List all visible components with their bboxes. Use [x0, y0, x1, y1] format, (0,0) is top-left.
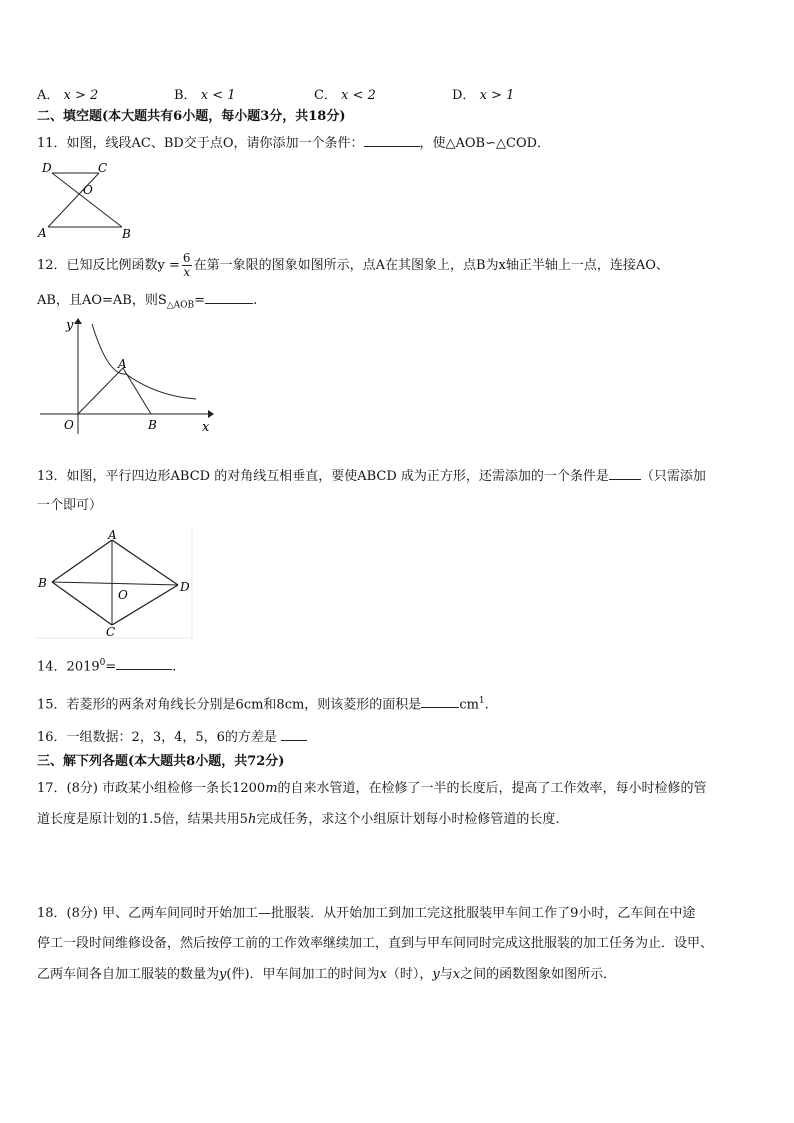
label-b: B [148, 418, 157, 432]
choice-b: B． x < 1 [174, 88, 236, 103]
label-a: A [108, 530, 117, 542]
choice-c: C． x < 2 [314, 88, 376, 103]
axis-label-y: y [66, 318, 74, 333]
question-11: 11．如图，线段AC、BD交于点O，请你添加一个条件： ，使△AOB∽△COD． [37, 136, 551, 151]
label-b: B [38, 576, 47, 590]
question-13-line-2: 一个即可） [37, 498, 103, 513]
section-2-title: 二、填空题(本大题共有6小题，每小题3分，共18分) [37, 109, 346, 124]
section-3-title: 三、解下列各题(本大题共8小题，共72分) [37, 754, 285, 769]
label-d: D [42, 161, 52, 175]
label-c: C [98, 161, 108, 175]
question-13: 13．如图，平行四边形ABCD 的对角线互相垂直，要使ABCD 成为正方形，还需添加的一个条件是 （只需添加 [37, 469, 706, 484]
answer-blank [421, 695, 459, 708]
question-17: 17．(8分) 市政某小组检修一条长1200m的自来水管道，在检修了一半的长度后，提高了工作效率，每小时检修的管 [37, 781, 707, 796]
label-b: B [122, 227, 131, 240]
label-o: O [118, 588, 128, 602]
question-12-line-2: AB，且AO=AB，则$S_{\triangle AOB}=$ . [37, 293, 258, 311]
fraction-6-over-x: $\frac{6}{x}$ [182, 251, 191, 279]
answer-blank [609, 467, 641, 480]
answer-blank [364, 134, 420, 147]
label-o: O [64, 418, 74, 432]
label-d: D [180, 580, 190, 594]
answer-blank [116, 657, 172, 670]
question-18-line-3: 乙两车间各自加工服装的数量为y(件)．甲车间加工的时间为x（时），y与x之间的函数图象如图所示． [37, 967, 617, 982]
figure-12 [36, 316, 216, 438]
axis-label-x: x [202, 420, 210, 435]
question-18-line-2: 停工一段时间维修设备，然后按停工前的工作效率继续加工，直到与甲车间同时完成这批服装的加工任务为止．设甲、 [37, 936, 714, 951]
choice-d: D． x > 1 [452, 88, 515, 103]
question-15: 15．若菱形的两条对角线长分别是6cm和8cm，则该菱形的面积是 $cm^1$. [37, 696, 489, 713]
question-12: 12．已知反比例函数y = $\frac{6}{x}$ 在第一象限的图象如图所示，点A在其图象上，点B为x轴正半轴上一点，连接AO、 [37, 251, 669, 279]
label-a: A [38, 226, 47, 240]
question-18: 18．(8分) 甲、乙两车间同时开始加工—批服装．从开始加工到加工完这批服装甲车间工作了9小时，乙车间在中途 [37, 906, 696, 921]
choice-a: A． x > 2 [37, 88, 99, 103]
question-17-line-2: 道长度是原计划的1.5倍，结果共用5h完成任务，求这个小组原计划每小时检修管道的长度. [37, 812, 560, 827]
question-14: 14．$2019^0=$ . [37, 658, 177, 675]
question-16: 16．一组数据：2，3，4，5，6的方差是 [37, 728, 307, 747]
choices-row [37, 84, 597, 102]
label-a: A [118, 357, 127, 371]
label-c: C [106, 625, 116, 639]
figure-13 [36, 530, 194, 640]
answer-blank [281, 728, 307, 741]
label-o: O [83, 183, 93, 197]
figure-11 [36, 160, 136, 240]
answer-blank [205, 291, 253, 304]
